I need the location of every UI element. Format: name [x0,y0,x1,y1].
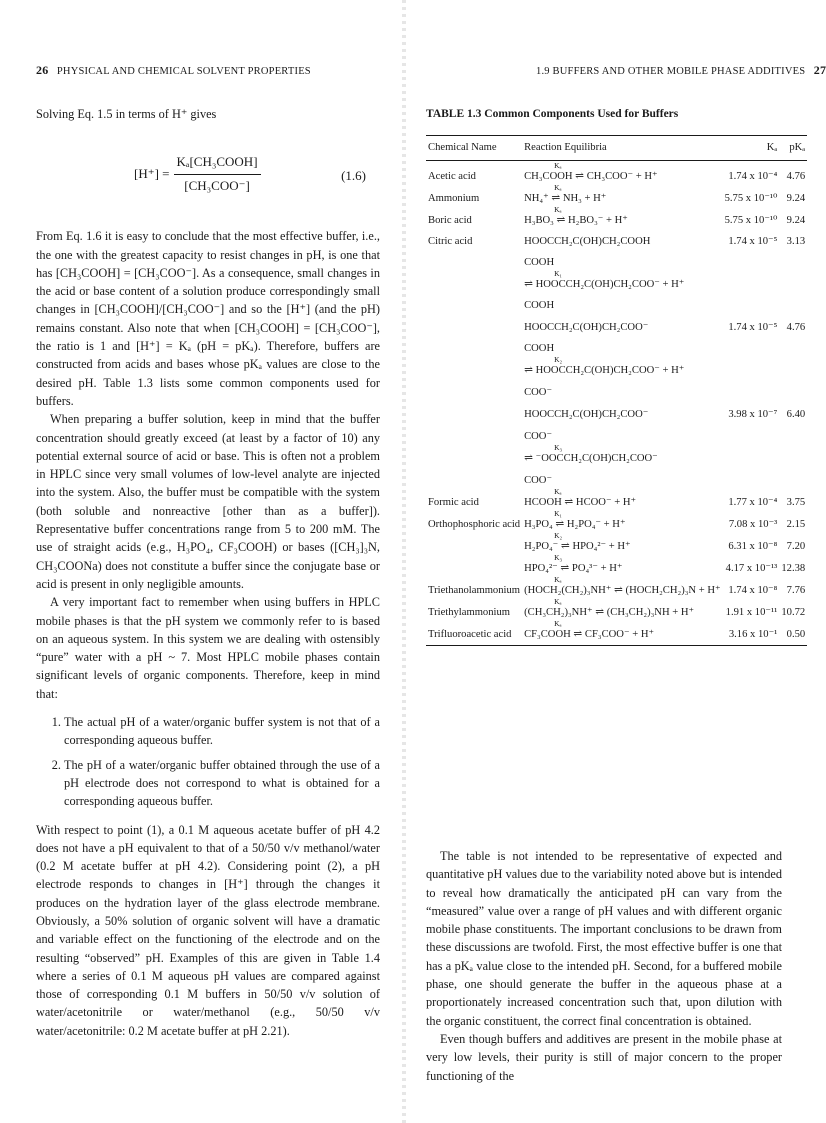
cell-pka: 7.76 [786,585,806,596]
header-ka: Kₐ [723,136,780,161]
cell-reaction [522,227,723,248]
cell-ka: 5.75 x 10⁻¹⁰ [724,193,778,204]
cell-chemical-name [426,421,522,443]
cell-reaction-text: H₃PO₄ ⇌ H₂PO₄⁻ + H⁺ [524,519,626,530]
equilibrium-constant-label [524,378,721,386]
cell-reaction [522,531,723,553]
header-pka: pKₐ [779,136,807,161]
table-row [426,205,807,227]
table-row [426,248,807,269]
cell-pka: 10.72 [781,607,806,618]
equation-lhs: [H⁺] = [134,165,170,181]
right-column [426,847,782,1085]
cell-chemical-name [426,355,522,377]
cell-chemical-name: Acetic acid [428,171,476,182]
cell-chemical-name [426,269,522,291]
cell-reaction-text: HOOCCH₂C(OH)CH₂COO⁻ [524,322,649,333]
cell-reaction [522,597,723,619]
cell-reaction-text: (CH₃CH₂)₃NH⁺ ⇌ (CH₃CH₂)₃NH + H⁺ [524,607,695,618]
equilibrium-constant-label: K₁ [554,269,563,278]
cell-reaction-text: CH₃COOH ⇌ CH₃COO⁻ + H⁺ [524,171,658,182]
table-row [426,355,807,377]
cell-pka [779,377,807,399]
cell-reaction-text: (HOCH₂(CH₂)₃NH⁺ ⇌ (HOCH₂CH₂)₃N + H⁺ [524,585,721,596]
cell-reaction [522,421,723,443]
equilibrium-constant-label [524,228,721,236]
table-row [426,399,807,421]
cell-pka: 0.50 [779,619,807,646]
cell-chemical-name [426,312,522,334]
cell-reaction-text: CF₃COOH ⇌ CF₃COO⁻ + H⁺ [524,629,655,640]
cell-ka: 1.74 x 10⁻⁸ [728,585,778,596]
cell-reaction-text: COO⁻ [524,431,553,442]
table-row [426,269,807,291]
table-row [426,487,807,509]
cell-pka: 9.24 [786,193,806,204]
cell-ka [723,248,780,269]
cell-reaction [522,205,723,227]
cell-ka [723,377,780,399]
equilibrium-constant-label: K₃ [554,443,563,452]
cell-reaction-text: ⇌ ⁻OOCCH₂C(OH)CH₂COO⁻ [524,453,658,464]
buffer-components-table [426,135,807,646]
cell-reaction-text: H₃BO₃ ⇌ H₂BO₃⁻ + H⁺ [524,215,628,226]
cell-pka: 4.76 [786,322,806,333]
table-row [426,334,807,355]
cell-ka: 1.74 x 10⁻⁵ [728,236,778,247]
cell-reaction [522,355,723,377]
cell-chemical-name [426,553,522,575]
table-row [426,597,807,619]
cell-chemical-name [426,248,522,269]
cell-chemical-name [426,443,522,465]
cell-ka [723,291,780,312]
cell-pka: 6.40 [786,409,806,420]
cell-pka: 4.76 [786,171,806,182]
table-row [426,161,807,184]
header-reaction-equilibria: Reaction Equilibria [522,136,723,161]
cell-chemical-name [426,465,522,487]
cell-reaction-text: ⇌ HOOCCH₂C(OH)CH₂COO⁻ + H⁺ [524,365,685,376]
left-column [36,105,380,1040]
cell-chemical-name: Trifluoroacetic acid [426,619,522,646]
equilibrium-constant-label [524,313,721,321]
cell-chemical-name: Orthophosphoric acid [428,519,521,530]
equilibrium-constant-label [524,335,721,343]
cell-pka [779,334,807,355]
cell-reaction [522,487,723,509]
cell-reaction [522,248,723,269]
cell-reaction-text: NH₄⁺ ⇌ NH₃ + H⁺ [524,193,607,204]
numbered-list [36,713,380,810]
cell-ka [723,269,780,291]
equation-number: (1.6) [341,168,366,184]
table-row [426,377,807,399]
table-row [426,619,807,646]
cell-reaction [522,619,723,646]
table-row [426,227,807,248]
cell-ka: 1.77 x 10⁻⁴ [728,497,778,508]
cell-chemical-name: Triethylammonium [428,607,511,618]
equilibrium-constant-label: K₃ [554,553,563,562]
table-row [426,291,807,312]
equilibrium-constant-label: Kₐ [554,575,562,584]
cell-pka: 7.20 [786,541,806,552]
cell-reaction-text: H₂PO₄⁻ ⇌ HPO₄²⁻ + H⁺ [524,541,631,552]
table-row [426,183,807,205]
equilibrium-constant-label: K₁ [554,509,563,518]
table-row [426,553,807,575]
cell-pka: 3.13 [786,236,806,247]
cell-reaction-text: HCOOH ⇌ HCOO⁻ + H⁺ [524,497,637,508]
cell-ka: 3.16 x 10⁻¹ [723,619,780,646]
cell-reaction-text: ⇌ HOOCCH₂C(OH)CH₂COO⁻ + H⁺ [524,279,685,290]
cell-pka: 12.38 [781,563,806,574]
cell-reaction [522,269,723,291]
equation-numerator: Kₐ[CH₃COOH] [174,153,261,174]
cell-pka [779,443,807,465]
cell-pka [779,421,807,443]
left-running-head-text: PHYSICAL AND CHEMICAL SOLVENT PROPERTIES [56,66,311,77]
cell-reaction-text: COOH [524,300,555,311]
cell-chemical-name: Boric acid [428,215,472,226]
paragraph: The table is not intended to be representative of expected and quantitative pH values due to the variability noted above but is intended to reveal how dramatically the anticipated pH can vary from the “measured” value over a range of pH values and with different organic mobile phase constituents. The important conclusions to be drawn from these discussions are twofold. First, the most effective buffer is one that has a pKₐ value close to the intended pH. Second, for a buffered mobile phase, one should generate the buffer in the aqueous phase at a proportionately increased concentration such that, upon dilution with the organic constituent, the correct final concentration is obtained. [426,849,782,1028]
cell-reaction-text: HPO₄²⁻ ⇌ PO₄³⁻ + H⁺ [524,563,623,574]
cell-reaction-text: COO⁻ [524,475,553,486]
table-row [426,509,807,531]
cell-ka: 1.74 x 10⁻⁴ [728,171,778,182]
cell-chemical-name [426,334,522,355]
table-title: TABLE 1.3 Common Components Used for Buffers [426,108,679,120]
table-body [426,161,807,646]
book-gutter [402,0,406,1123]
cell-reaction [522,334,723,355]
paragraph: A very important fact to remember when using buffers in HPLC mobile phases is that the pH system we commonly refer to is based on an aqueous system. In this system we are dealing with ostensibly “pure” water with a pH ~ 7. Most HPLC mobile phases contain significant levels of organic components. Therefore, keep in mind that: [36,595,380,701]
cell-chemical-name: Triethanolammonium [428,585,521,596]
table-header-row [426,136,807,161]
cell-reaction-text: HOOCCH₂C(OH)CH₂COOH [524,236,651,247]
paragraph: With respect to point (1), a 0.1 M aqueous acetate buffer of pH 4.2 does not have a pH equivalent to that of a 50/50 v/v methanol/water (0.2 M acetate buffer at pH 4.2). Considering point (2), a pH electrode responds to changes in [H⁺] through the changes it produces on the hydration layer of the glass electrode membrane. Obviously, a 50% solution of organic solvent will have a dramatic and variable effect on the functioning of the electrode and on the resulting “observed” pH. Examples of this are given in Table 1.4 where a series of 0.1 M aqueous pH values are compared against those of corresponding 0.1 M buffers in 50/50 v/v solution of water/acetonitrile or water/methanol (e.g., 50/50 v/v water/acetonitrile: 0.2 M acetate buffer at pH 2.21). [36,822,380,1038]
cell-reaction [522,183,723,205]
cell-ka [723,421,780,443]
equilibrium-constant-label: K₂ [554,355,563,364]
table-row [426,312,807,334]
equilibrium-constant-label: Kₐ [554,183,562,192]
cell-reaction [522,509,723,531]
cell-ka [723,443,780,465]
cell-chemical-name: Formic acid [428,497,479,508]
cell-ka: 1.74 x 10⁻⁵ [728,322,778,333]
cell-pka [779,269,807,291]
cell-reaction [522,312,723,334]
cell-reaction-text: COOH [524,257,555,268]
cell-ka: 6.31 x 10⁻⁸ [728,541,778,552]
cell-reaction [522,399,723,421]
cell-reaction-text: HOOCCH₂C(OH)CH₂COO⁻ [524,409,649,420]
paragraph: When preparing a buffer solution, keep in mind that the buffer concentration should greatly exceed (at least by a factor of 10) any potential external source of acid or base. This is often not a problem in HPLC since very small volumes of low-level analyte are injected into the system. Also, the buffer must be compatible with the system (both soluble and nonreactive [other than as a buffer]). Representative buffer concentrations range from 5 to 200 mM. The use of straight acids (e.g., H₃PO₄, CF₃COOH) or bases ([CH₃]₃N, CH₃COONa) does not constitute a buffer since the conjugate base or acid is present in only negligible amounts. [36,412,380,591]
equation-1-6 [36,149,380,209]
cell-reaction [522,465,723,487]
equilibrium-constant-label: Kₐ [554,161,562,170]
cell-pka: 9.24 [786,215,806,226]
cell-ka: 1.91 x 10⁻¹¹ [725,607,778,618]
table-row [426,443,807,465]
cell-chemical-name: Citric acid [428,236,473,247]
cell-ka: 3.98 x 10⁻⁷ [728,409,778,420]
list-item: 2. The pH of a water/organic buffer obtained through the use of a pH electrode does not correspond to what is obtained for a corresponding aqueous buffer. [64,756,380,811]
paragraph: Even though buffers and additives are present in the mobile phase at very low levels, their purity is still of major concern to the proper functioning of the [426,1031,782,1083]
cell-reaction [522,377,723,399]
cell-reaction [522,161,723,184]
cell-chemical-name [426,399,522,421]
equilibrium-constant-label [524,292,721,300]
cell-reaction [522,553,723,575]
equilibrium-constant-label [524,249,721,257]
equilibrium-constant-label [524,400,721,408]
equation-denominator: [CH₃COO⁻] [184,177,250,193]
equilibrium-constant-label [524,466,721,474]
right-page-number: 27 [813,63,826,77]
left-page-number: 26 [36,63,49,77]
cell-pka [779,248,807,269]
table-row [426,531,807,553]
intro-text: Solving Eq. 1.5 in terms of H⁺ gives [36,107,217,121]
cell-pka: 2.15 [786,519,806,530]
cell-chemical-name [426,531,522,553]
cell-chemical-name: Ammonium [428,193,480,204]
equilibrium-constant-label: K₂ [554,531,563,540]
table-row [426,465,807,487]
cell-chemical-name [426,377,522,399]
cell-ka [723,355,780,377]
cell-ka: 5.75 x 10⁻¹⁰ [724,215,778,226]
cell-pka [779,465,807,487]
equilibrium-constant-label: Kₐ [554,487,562,496]
header-chemical-name: Chemical Name [426,136,522,161]
cell-ka [723,465,780,487]
equilibrium-constant-label: Kₐ [554,619,562,628]
right-running-head-text: 1.9 BUFFERS AND OTHER MOBILE PHASE ADDITIVES [536,66,806,77]
cell-reaction [522,291,723,312]
left-running-head [36,63,311,78]
cell-pka [779,355,807,377]
equilibrium-constant-label [524,422,721,430]
cell-reaction [522,575,723,597]
cell-chemical-name [426,291,522,312]
cell-pka [779,291,807,312]
equilibrium-constant-label: Kₐ [554,205,562,214]
paragraph: From Eq. 1.6 it is easy to conclude that the most effective buffer, i.e., the one with the greatest capacity to resist changes in pH, is one that has [CH₃COOH] = [CH₃COO⁻]. As a consequence, small changes in the acid or base content of a solution produce correspondingly small changes in [CH₃COOH]/[CH₃COO⁻] and so the [H⁺] (and the pH) remains constant. Also note that when [CH₃COOH] = [CH₃COO⁻], the ratio is 1 and [H⁺] = Kₐ (pH = pKₐ). Therefore, buffers are constructed from acids and bases whose pKₐ values are close to the desired pH. Table 1.3 lists some common components used for buffers. [36,229,380,408]
cell-reaction [522,443,723,465]
table-row [426,575,807,597]
cell-ka [723,334,780,355]
cell-ka: 4.17 x 10⁻¹³ [725,563,778,574]
cell-reaction-text: COO⁻ [524,387,553,398]
list-item: 1. The actual pH of a water/organic buffer system is not that of a corresponding aqueous buffer. [64,713,380,750]
cell-pka: 3.75 [786,497,806,508]
cell-reaction-text: COOH [524,343,555,354]
equilibrium-constant-label: Kₐ [554,597,562,606]
right-running-head [536,63,826,78]
cell-ka: 7.08 x 10⁻³ [728,519,778,530]
table-row [426,421,807,443]
